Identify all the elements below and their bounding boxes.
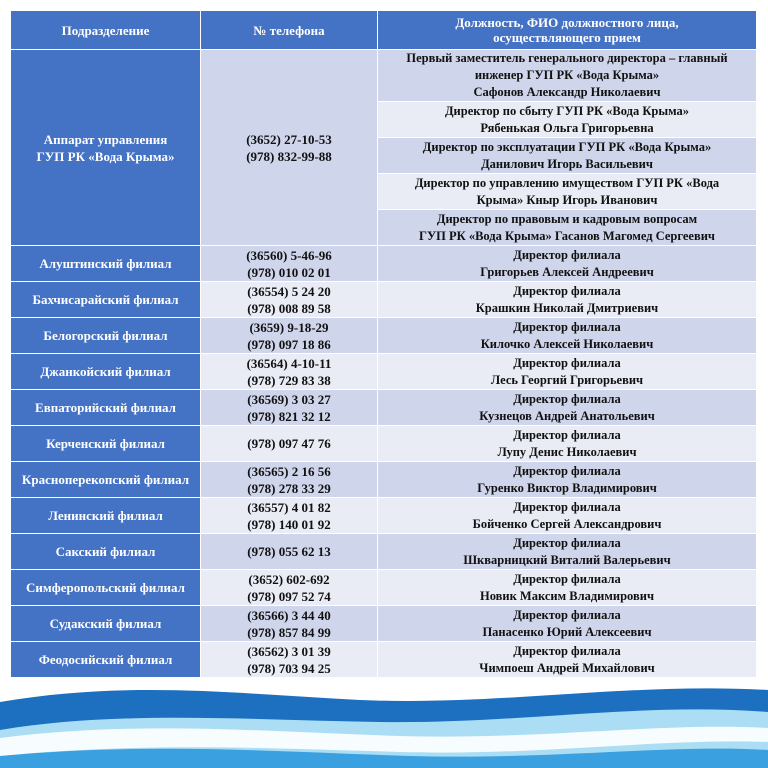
position-header-line: осуществляющего прием [493, 30, 641, 45]
official-line: Сафонов Александр Николаевич [473, 85, 661, 99]
phone-number: (978) 857 84 99 [247, 624, 331, 640]
director-position: Директор филиала [513, 391, 621, 406]
branch-phone-cell [201, 462, 378, 498]
director-name: Новик Максим Владимирович [479, 588, 654, 603]
branch-director-cell [378, 462, 757, 498]
official-line: Первый заместитель генерального директора – главный [406, 51, 728, 65]
phone-number: (36565) 2 16 56 [247, 463, 331, 479]
branch-row [11, 570, 757, 606]
director-name: Крашкин Николай Дмитриевич [475, 300, 659, 315]
branch-phone-cell [201, 534, 378, 570]
branch-row [11, 534, 757, 570]
contacts-table [10, 10, 757, 678]
branch-row [11, 462, 757, 498]
director-position: Директор филиала [513, 643, 621, 658]
branch-director-cell [378, 498, 757, 534]
director-name: Лупу Денис Николаевич [497, 444, 637, 459]
director-position: Директор филиала [513, 571, 621, 586]
department-column-header: Подразделение [11, 11, 201, 50]
director-name: Чимпоеш Андрей Михайлович [479, 660, 655, 675]
branch-name-cell: Феодосийский филиал [11, 642, 201, 678]
official-cell [378, 210, 757, 246]
branch-director-cell [378, 282, 757, 318]
director-name: Лесь Георгий Григорьевич [490, 372, 644, 387]
management-row [11, 50, 757, 102]
official-line: Рябенькая Ольга Григорьевна [480, 120, 654, 135]
branch-row [11, 498, 757, 534]
official-line: ГУП РК «Вода Крыма» Гасанов Магомед Сергеевич [419, 228, 715, 243]
director-name: Панасенко Юрий Алексеевич [482, 624, 652, 639]
phone-number: (978) 140 01 92 [247, 516, 331, 532]
branch-name-cell: Джанкойский филиал [11, 354, 201, 390]
director-position: Директор филиала [513, 535, 621, 550]
director-name: Килочко Алексей Николаевич [480, 336, 654, 351]
branch-phone-cell [201, 390, 378, 426]
decorative-wave [0, 672, 768, 768]
branch-phone-cell [201, 354, 378, 390]
branch-phone-cell [201, 606, 378, 642]
director-name: Кузнецов Андрей Анатольевич [479, 408, 655, 423]
branch-row [11, 318, 757, 354]
branch-director-cell [378, 390, 757, 426]
phone-number: (978) 010 02 01 [247, 264, 331, 280]
branch-director-cell [378, 570, 757, 606]
phone-number: (36564) 4-10-11 [246, 355, 332, 371]
header-row [11, 11, 757, 50]
branch-director-cell [378, 246, 757, 282]
official-line: Директор по эксплуатации ГУП РК «Вода Крыма» [422, 139, 712, 154]
branch-name-cell: Евпаторийский филиал [11, 390, 201, 426]
branch-phone-cell [201, 246, 378, 282]
branch-phone-cell [201, 570, 378, 606]
phone-number: (978) 832-99-88 [246, 148, 332, 164]
branch-name-cell: Керченский филиал [11, 426, 201, 462]
director-position: Директор филиала [513, 499, 621, 514]
phone-number: (978) 097 47 76 [247, 436, 331, 451]
director-position: Директор филиала [513, 607, 621, 622]
phone-number: (3652) 602-692 [248, 571, 330, 587]
branch-director-cell [378, 606, 757, 642]
official-line: Данилович Игорь Васильевич [481, 156, 653, 171]
phone-number: (3659) 9-18-29 [249, 319, 329, 335]
department-name-line: ГУП РК «Вода Крыма» [36, 148, 175, 164]
phone-number: (36554) 5 24 20 [247, 283, 331, 299]
phone-number: (36562) 3 01 39 [247, 643, 331, 659]
branch-row [11, 390, 757, 426]
phone-number: (3652) 27-10-53 [246, 131, 332, 147]
management-department-cell [11, 50, 201, 246]
branch-name-cell: Белогорский филиал [11, 318, 201, 354]
branch-name-cell: Сакский филиал [11, 534, 201, 570]
phone-number: (978) 008 89 58 [247, 300, 331, 316]
department-name-line: Аппарат управления [43, 131, 168, 147]
branch-row [11, 426, 757, 462]
branch-phone-cell [201, 426, 378, 462]
phone-number: (978) 729 83 38 [247, 372, 331, 388]
official-cell [378, 138, 757, 174]
director-name: Гуренко Виктор Владимирович [477, 480, 657, 495]
phone-number: (36557) 4 01 82 [247, 499, 331, 515]
branch-phone-cell [201, 318, 378, 354]
official-cell [378, 174, 757, 210]
phone-number: (978) 097 52 74 [247, 588, 331, 604]
official-cell [378, 50, 757, 102]
branch-row [11, 246, 757, 282]
branch-director-cell [378, 534, 757, 570]
phone-number: (978) 703 94 25 [247, 660, 331, 676]
branch-name-cell: Симферопольский филиал [11, 570, 201, 606]
director-position: Директор филиала [513, 319, 621, 334]
branch-phone-cell [201, 498, 378, 534]
branch-name-cell: Судакский филиал [11, 606, 201, 642]
branch-row [11, 282, 757, 318]
branch-phone-cell [201, 282, 378, 318]
branch-director-cell [378, 354, 757, 390]
official-line: Директор по управлению имуществом ГУП РК «Вода [414, 175, 720, 190]
phone-number: (36569) 3 03 27 [247, 391, 331, 407]
branch-name-cell: Бахчисарайский филиал [11, 282, 201, 318]
position-header-line: Должность, ФИО должностного лица, [455, 15, 679, 30]
official-cell [378, 102, 757, 138]
phone-number: (36560) 5-46-96 [246, 247, 332, 263]
position-column-header [378, 11, 757, 50]
phone-number: (978) 097 18 86 [247, 336, 331, 352]
phone-column-header: № телефона [201, 11, 378, 50]
official-line: инженер ГУП РК «Вода Крыма» [474, 68, 660, 82]
branch-name-cell: Ленинский филиал [11, 498, 201, 534]
management-phone-cell [201, 50, 378, 246]
branch-director-cell [378, 318, 757, 354]
director-position: Директор филиала [513, 283, 621, 298]
phone-number: (978) 055 62 13 [247, 544, 331, 559]
branch-name-cell: Алуштинский филиал [11, 246, 201, 282]
director-position: Директор филиала [513, 463, 621, 478]
branch-director-cell [378, 426, 757, 462]
branch-row [11, 606, 757, 642]
director-name: Шкварницкий Виталий Валерьевич [463, 552, 671, 567]
director-name: Бойченко Сергей Александрович [472, 516, 662, 531]
phone-number: (36566) 3 44 40 [247, 607, 331, 623]
phone-number: (978) 821 32 12 [247, 408, 331, 424]
branch-rows [11, 246, 757, 678]
branch-name-cell: Красноперекопский филиал [11, 462, 201, 498]
branch-row [11, 354, 757, 390]
phone-number: (978) 278 33 29 [247, 480, 331, 496]
director-name: Григорьев Алексей Андреевич [480, 264, 654, 279]
official-line: Крыма» Кныр Игорь Иванович [476, 192, 658, 207]
director-position: Директор филиала [513, 355, 621, 370]
director-position: Директор филиала [513, 427, 621, 442]
official-line: Директор по сбыту ГУП РК «Вода Крыма» [444, 103, 690, 118]
official-line: Директор по правовым и кадровым вопросам [436, 211, 698, 226]
director-position: Директор филиала [513, 247, 621, 262]
